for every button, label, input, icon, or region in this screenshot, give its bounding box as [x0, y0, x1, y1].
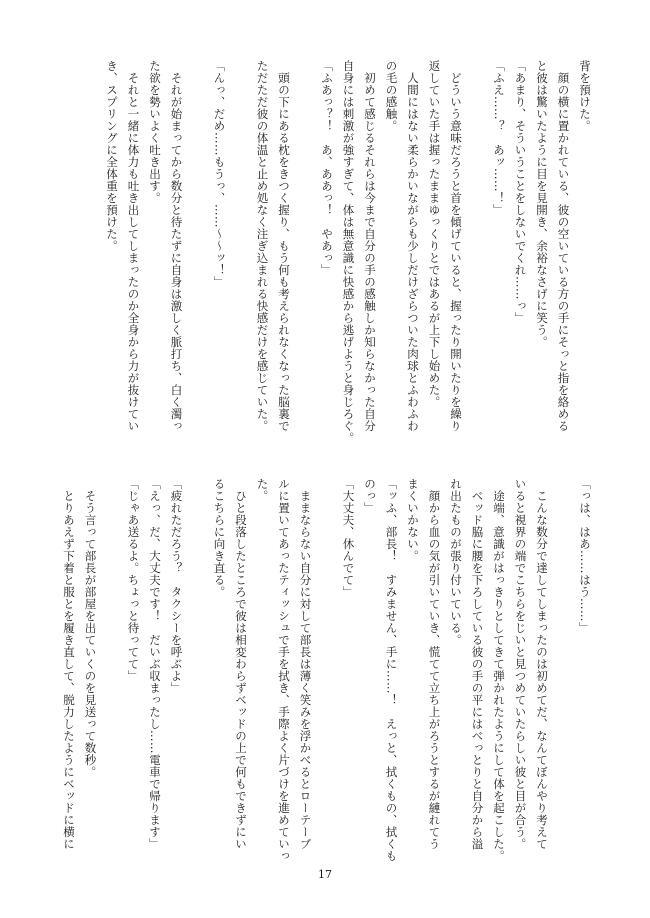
text-line: 途端、意識がはっきりとしてきて弾かれたようにして体を起こした。 — [492, 478, 506, 862]
text-line: 「疲れただろう？ タクシーを呼ぶよ」 — [169, 478, 184, 694]
text-line: 「ッふ、部長！ すみません、手に……！ えっと、拭くもの、拭くも — [384, 478, 399, 862]
text-line: 「ふあっ？！ あ、ああっ！ やあっ」 — [320, 60, 334, 276]
text-line — [466, 60, 488, 470]
text-line: 「ふえ……？ あッ……！」 — [492, 60, 506, 216]
text-line: た欲を勢いよく吐き出す。 — [148, 60, 162, 204]
text-line: いると視界の端でこちらをじいと見つめていたらしい彼と目が合う。 — [513, 478, 528, 850]
text-line: れ出たものが張り付いている。 — [449, 478, 463, 646]
text-line: そう言って部長が部屋を出ていくのを見送って数秒。 — [83, 478, 98, 778]
text-line: 「んっ、だめ……もうっ、……〜〜ッ！」 — [212, 60, 227, 288]
text-line: とりあえず下着と服とを履き直して、脱力したようにベッドに横に — [62, 478, 76, 850]
text-line: 頭の下にある枕をきつく握り、もう何も考えられなくなった脳裏で — [277, 60, 291, 432]
text-line: 顔の横に置かれている、彼の空いている方の手にそっと指を絡める — [556, 60, 571, 432]
text-line: の毛の感触。 — [384, 60, 399, 132]
text-line — [294, 60, 316, 470]
text-line: 初めて感じるそれらは今まで自分の手の感触しか知らなかった自分 — [363, 60, 377, 432]
text-block-upper — [50, 60, 595, 470]
text-line: と彼は驚いたように目を見開き、余裕なさげに笑う。 — [535, 60, 549, 348]
text-line: 自身には刺激が強すぎて、体は無意識に快感から逃げようと身じろぐ。 — [341, 60, 356, 444]
text-line: ひと段落したところで彼は相変わらずベッドの上で何もできずにい — [234, 478, 248, 850]
text-line: まくいかない。 — [406, 478, 420, 562]
page-number: 17 — [318, 868, 332, 881]
text-line: 「っは、はあ……はう……」 — [578, 478, 592, 634]
text-line — [552, 478, 574, 868]
text-line: のっ」 — [363, 478, 377, 514]
text-line: るこちらに向き直る。 — [212, 478, 227, 598]
text-line: どういう意味だろうと首を傾げていると、握ったり開いたりを繰り — [449, 60, 463, 432]
text-line: 「あまり、そういうことをしないでくれ……っ」 — [513, 60, 528, 324]
text-line: こんな数分で達してしまったのは初めてだ、なんてぼんやり考えて — [535, 478, 549, 850]
text-line: ままならない自分に対して部長は薄く笑みを浮かべるとローテーブ — [298, 478, 313, 850]
text-line: 返していた手は握ったままゆっくりとではあるが上下し始めた。 — [427, 60, 442, 408]
text-line: 人間にはない柔らかいながらも少しだけざらついた肉球とふわふわ — [406, 60, 420, 432]
text-line: ただただ彼の体温と止め処なく注ぎ込まれる快感だけを感じていた。 — [255, 60, 270, 432]
text-line: き、スプリングに全体重を預けた。 — [105, 60, 119, 252]
text-line: 「じゃあ送るよ。ちょっと待ってて」 — [126, 478, 141, 682]
text-line — [230, 60, 252, 470]
text-line — [101, 478, 123, 868]
text-line — [187, 60, 209, 470]
text-line: ルに置いてあったティッシュで手を拭き、手際よく片づけを進めていっ — [277, 478, 291, 862]
text-line: ベッド脇に腰を下ろしている彼の手の平にはべっとりと自分から溢 — [470, 478, 485, 850]
text-line: 「えっ、だ、大丈夫です！ だいぶ収まったし……電車で帰ります」 — [148, 478, 162, 850]
text-line: 「大丈夫、休んでて」 — [341, 478, 356, 598]
text-block-lower — [50, 478, 595, 868]
text-line: 背を預けた。 — [578, 60, 592, 132]
text-line: それが始まってから数分と待たずに自身は激しく脈打ち、白く濁っ — [169, 60, 184, 432]
text-line — [187, 478, 209, 868]
text-line: た。 — [255, 478, 270, 502]
text-line — [316, 478, 338, 868]
text-line: それと一緒に体力も吐き出してしまったのか全身から力が抜けてい — [126, 60, 141, 432]
text-line: 顔から血の気が引いていき、慌てて立ち上がろうとするが縺れてう — [427, 478, 442, 850]
